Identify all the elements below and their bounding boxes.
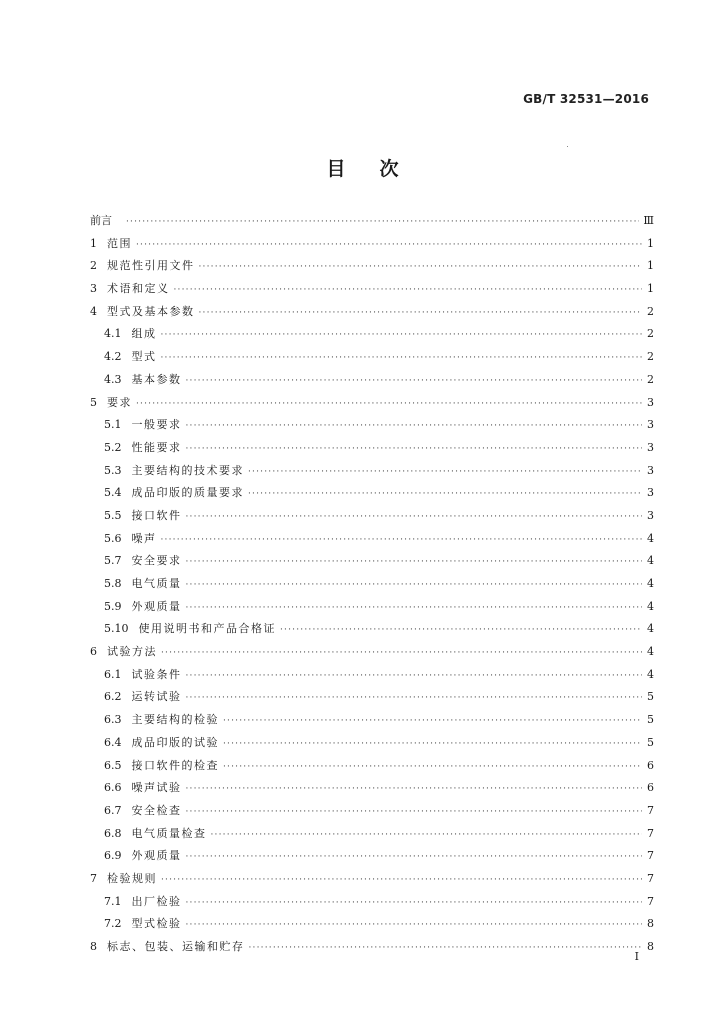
toc-leader-dots xyxy=(186,778,643,801)
toc-entry-page: 4 xyxy=(647,599,654,613)
toc-entry[interactable] xyxy=(90,664,654,687)
toc-entry[interactable] xyxy=(90,823,654,846)
standard-code: GB/T 32531—2016 xyxy=(523,92,649,106)
toc-entry-label: 噪声 xyxy=(131,531,157,545)
toc-entry[interactable] xyxy=(90,505,654,528)
toc-entry-number: 1 xyxy=(90,236,97,250)
toc-entry-number: 7.1 xyxy=(104,894,122,908)
toc-entry-page: 7 xyxy=(647,871,654,885)
toc-entry-number: 5.5 xyxy=(104,508,122,522)
toc-entry[interactable] xyxy=(90,278,654,301)
toc-leader-dots xyxy=(186,370,643,393)
toc-entry[interactable] xyxy=(90,777,654,800)
toc-leader-dots xyxy=(199,256,643,279)
toc-entry[interactable] xyxy=(90,732,654,755)
toc-entry[interactable] xyxy=(90,255,654,278)
toc-entry-label: 电气质量检查 xyxy=(131,826,207,840)
toc-entry[interactable] xyxy=(90,755,654,778)
toc-entry-label: 电气质量 xyxy=(131,577,182,590)
toc-entry-label: 安全要求 xyxy=(131,554,182,568)
toc-entry-page: 6 xyxy=(647,758,654,772)
toc-entry-page: 4 xyxy=(647,554,654,568)
toc-entry-number: 6.4 xyxy=(104,735,122,749)
toc-entry[interactable] xyxy=(90,323,654,346)
toc-leader-dots xyxy=(186,892,643,915)
toc-entry-number: 2 xyxy=(90,259,97,273)
toc-entry-number: 5.2 xyxy=(104,440,122,454)
toc-entry-label: 规范性引用文件 xyxy=(107,259,195,273)
toc-entry-page: 5 xyxy=(647,690,654,704)
toc-entry-label: 使用说明书和产品合格证 xyxy=(138,622,276,636)
toc-entry-number: 5 xyxy=(90,395,97,409)
toc-entry-number: 7 xyxy=(90,871,97,885)
toc-leader-dots xyxy=(223,710,642,733)
toc-entry-page: 2 xyxy=(647,372,654,386)
toc-entry[interactable] xyxy=(90,414,654,437)
toc-entry-label: 范围 xyxy=(107,236,132,250)
toc-leader-dots xyxy=(174,279,643,302)
toc-entry-page: 2 xyxy=(647,304,654,318)
toc-entry-page: 5 xyxy=(647,713,654,727)
toc-leader-dots xyxy=(186,551,643,574)
toc-entry-label: 要求 xyxy=(107,395,132,409)
toc-leader-dots xyxy=(136,393,642,416)
toc-leader-dots xyxy=(248,483,642,506)
toc-entry-number: 7.2 xyxy=(104,917,122,931)
toc-entry-page: 3 xyxy=(647,463,654,477)
toc-entry[interactable] xyxy=(90,528,654,551)
toc-entry[interactable] xyxy=(90,800,654,823)
toc-entry-label: 外观质量 xyxy=(131,599,182,613)
toc-entry-number: 4.3 xyxy=(104,372,122,386)
toc-entry-page: 8 xyxy=(647,917,654,931)
toc-leader-dots xyxy=(186,687,643,710)
toc-entry-page: 7 xyxy=(647,849,654,863)
toc-entry[interactable] xyxy=(90,460,654,483)
toc-entry[interactable] xyxy=(90,573,654,596)
toc-entry-page: 1 xyxy=(647,282,654,296)
toc-title: 目次 xyxy=(326,158,433,180)
toc-leader-dots xyxy=(223,733,642,756)
toc-leader-dots xyxy=(249,937,643,960)
toc-leader-dots xyxy=(186,574,643,597)
toc-leader-dots xyxy=(186,506,643,529)
toc-leader-dots xyxy=(136,234,642,257)
toc-leader-dots xyxy=(161,869,642,892)
toc-entry[interactable] xyxy=(90,913,654,936)
toc-entry[interactable] xyxy=(90,641,654,664)
toc-entry[interactable] xyxy=(90,437,654,460)
toc-entry-number: 6.9 xyxy=(104,849,122,863)
toc-entry-label: 性能要求 xyxy=(131,440,182,454)
toc-leader-dots xyxy=(161,324,643,347)
toc-entry-number: 5.10 xyxy=(104,622,129,636)
toc-entry-page: 5 xyxy=(647,735,654,749)
toc-entry-page: 7 xyxy=(647,826,654,840)
scan-speck xyxy=(567,146,568,147)
toc-leader-dots xyxy=(199,302,643,325)
toc-entry-number: 3 xyxy=(90,282,97,296)
toc-leader-dots xyxy=(186,438,643,461)
toc-entry-label: 型式及基本参数 xyxy=(107,304,195,318)
toc-entry-page: 2 xyxy=(647,327,654,341)
toc-leader-dots xyxy=(161,642,642,665)
toc-entry-page: Ⅲ xyxy=(643,214,654,227)
toc-entry-label: 噪声试验 xyxy=(131,781,182,795)
toc-entry[interactable] xyxy=(90,686,654,709)
toc-entry-number: 6.5 xyxy=(104,758,122,772)
toc-entry-page: 3 xyxy=(647,486,654,500)
toc-entry-number: 6.8 xyxy=(104,826,122,840)
toc-entry-page: 1 xyxy=(647,259,654,273)
toc-entry-label: 试验条件 xyxy=(131,667,182,681)
toc-entry-label: 试验方法 xyxy=(107,645,157,659)
toc-entry-page: 4 xyxy=(647,645,654,659)
toc-entry-label: 型式 xyxy=(131,350,157,364)
toc-entry-label: 组成 xyxy=(131,327,157,341)
toc-entry-label: 一般要求 xyxy=(131,418,182,432)
toc-entry-label: 出厂检验 xyxy=(131,894,182,908)
toc-entry[interactable] xyxy=(90,936,654,959)
toc-entry-label: 成品印版的试验 xyxy=(131,735,219,749)
toc-entry-page: 2 xyxy=(647,350,654,364)
toc-entry-number: 4.1 xyxy=(104,327,122,341)
toc-entry[interactable] xyxy=(90,868,654,891)
toc-entry[interactable] xyxy=(90,482,654,505)
toc-entry-page: 8 xyxy=(647,940,654,953)
toc-entry-number: 6.3 xyxy=(104,713,122,727)
toc-entry-page: 7 xyxy=(647,803,654,817)
toc-entry-number: 5.6 xyxy=(104,531,122,545)
toc-entry-label: 成品印版的质量要求 xyxy=(131,486,244,500)
toc-entry-page: 4 xyxy=(647,622,654,636)
toc-leader-dots xyxy=(126,211,639,234)
toc-entry[interactable] xyxy=(90,596,654,619)
toc-entry-label: 术语和定义 xyxy=(107,282,170,296)
toc-entry-page: 4 xyxy=(647,667,654,681)
toc-entry-label: 标志、包装、运输和贮存 xyxy=(107,940,245,953)
toc-entry-number: 6 xyxy=(90,645,97,659)
toc-entry-label: 主要结构的检验 xyxy=(131,713,219,727)
toc-entry-number: 5.8 xyxy=(104,577,122,590)
toc-entry-label: 接口软件的检查 xyxy=(131,758,219,772)
toc-entry-label: 安全检查 xyxy=(131,803,182,817)
toc-entry[interactable] xyxy=(90,618,654,641)
page-number: I xyxy=(634,950,639,963)
toc-entry[interactable] xyxy=(90,369,654,392)
toc-entry[interactable] xyxy=(90,550,654,573)
toc-entry-label: 外观质量 xyxy=(131,849,182,863)
toc-leader-dots xyxy=(223,756,642,779)
toc-leader-dots xyxy=(186,665,643,688)
toc-entry-number: 8 xyxy=(90,940,97,953)
toc-entry[interactable] xyxy=(90,210,654,233)
toc-leader-dots xyxy=(161,347,643,370)
toc-entry-number: 5.4 xyxy=(104,486,122,500)
toc-entry-page: 3 xyxy=(647,440,654,454)
toc-entry-label: 检验规则 xyxy=(107,871,157,885)
toc-entry-label: 型式检验 xyxy=(131,917,182,931)
toc-entry-number: 5.1 xyxy=(104,418,122,432)
toc-leader-dots xyxy=(211,824,643,847)
toc-leader-dots xyxy=(186,914,643,937)
toc-entry[interactable] xyxy=(90,709,654,732)
toc-leader-dots xyxy=(186,801,643,824)
toc-entry[interactable] xyxy=(90,301,654,324)
toc-entry-page: 4 xyxy=(647,577,654,590)
toc-entry-number: 6.2 xyxy=(104,690,122,704)
toc-leader-dots xyxy=(161,529,643,552)
toc-entry-number: 5.9 xyxy=(104,599,122,613)
toc-entry-page: 1 xyxy=(647,236,654,250)
toc-entry-number: 6.7 xyxy=(104,803,122,817)
toc-entry-number: 前言 xyxy=(90,214,112,227)
toc-entry-label: 运转试验 xyxy=(131,690,182,704)
toc-entry-number: 4 xyxy=(90,304,97,318)
toc-entry[interactable] xyxy=(90,891,654,914)
toc-entry-number: 6.6 xyxy=(104,781,122,795)
toc-entry-page: 6 xyxy=(647,781,654,795)
toc-leader-dots xyxy=(186,597,643,620)
toc-entry-label: 基本参数 xyxy=(131,372,182,386)
toc-entry-label: 主要结构的技术要求 xyxy=(131,463,244,477)
toc-entry[interactable] xyxy=(90,845,654,868)
toc-entry[interactable] xyxy=(90,392,654,415)
toc-entry-number: 5.7 xyxy=(104,554,122,568)
toc-entry-number: 6.1 xyxy=(104,667,122,681)
toc-entry-number: 4.2 xyxy=(104,350,122,364)
toc-entry-page: 3 xyxy=(647,508,654,522)
toc-entry-page: 4 xyxy=(647,531,654,545)
toc-leader-dots xyxy=(280,619,642,642)
toc-entry-page: 3 xyxy=(647,418,654,432)
toc-leader-dots xyxy=(186,846,643,869)
toc-entry-page: 3 xyxy=(647,395,654,409)
toc-entry-label: 接口软件 xyxy=(131,508,182,522)
toc-entry-number: 5.3 xyxy=(104,463,122,477)
toc-leader-dots xyxy=(186,415,643,438)
toc-entry[interactable] xyxy=(90,346,654,369)
toc-entry-page: 7 xyxy=(647,894,654,908)
table-of-contents xyxy=(90,210,654,959)
toc-entry[interactable] xyxy=(90,233,654,256)
toc-leader-dots xyxy=(248,461,642,484)
